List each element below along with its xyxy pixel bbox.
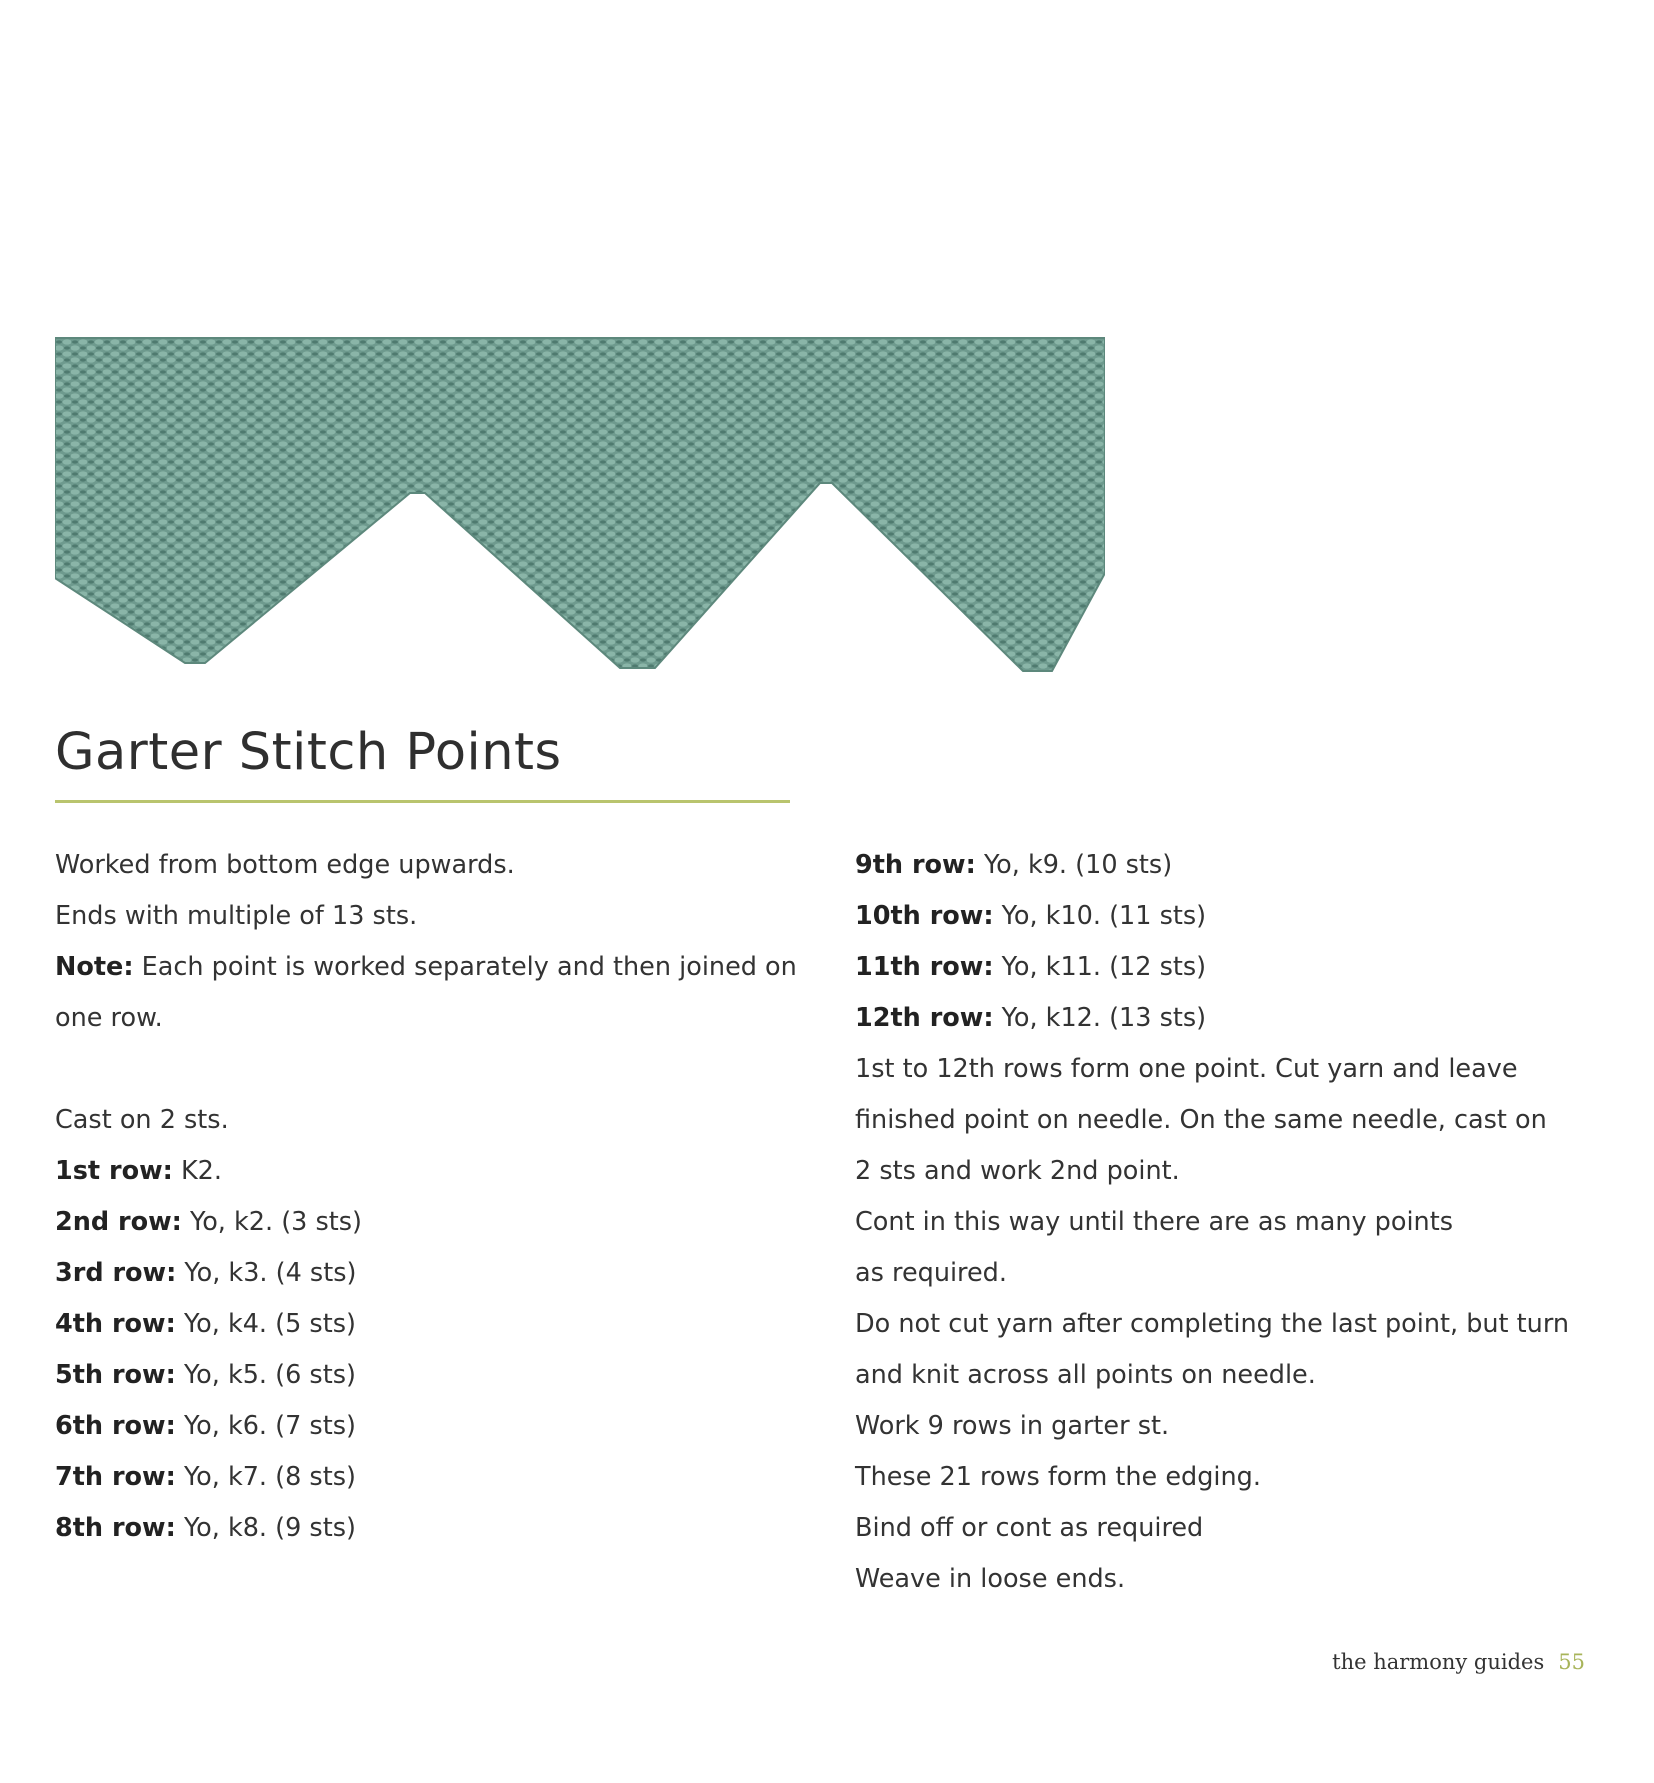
row-instruction — [55, 1452, 805, 1503]
row-label: 11th row: — [855, 952, 994, 982]
right-column — [855, 840, 1615, 1605]
instruction-line: Weave in loose ends. — [855, 1564, 1126, 1594]
instruction-line: 1st to 12th rows form one point. Cut yarn and leave — [855, 1054, 1518, 1084]
page-footer — [1280, 1650, 1585, 1674]
row-instruction — [855, 891, 1615, 942]
instruction-line: These 21 rows form the edging. — [855, 1462, 1261, 1492]
row-label: 7th row: — [55, 1462, 176, 1492]
row-instruction — [55, 1350, 805, 1401]
row-label: 1st row: — [55, 1156, 173, 1186]
row-label: 9th row: — [855, 850, 976, 880]
row-text: Yo, k10. (11 sts) — [1001, 901, 1207, 931]
row-instruction — [55, 1401, 805, 1452]
row-label: 5th row: — [55, 1360, 176, 1390]
instruction-line: Do not cut yarn after completing the last point, but turn — [855, 1309, 1570, 1339]
row-text: Yo, k11. (12 sts) — [1001, 952, 1207, 982]
instruction-line: as required. — [855, 1258, 1007, 1288]
row-label: 12th row: — [855, 1003, 994, 1033]
row-text: Yo, k9. (10 sts) — [983, 850, 1173, 880]
intro-line: Worked from bottom edge upwards. — [55, 850, 515, 880]
spacer — [55, 1044, 805, 1095]
instruction-line: Cont in this way until there are as many points — [855, 1207, 1454, 1237]
note-label: Note: — [55, 952, 134, 982]
row-instruction — [855, 993, 1615, 1044]
row-label: 4th row: — [55, 1309, 176, 1339]
row-text: Yo, k2. (3 sts) — [190, 1207, 363, 1237]
row-label: 10th row: — [855, 901, 994, 931]
knitted-swatch-image — [55, 333, 1105, 678]
title-underline — [55, 800, 790, 803]
row-text: Yo, k5. (6 sts) — [183, 1360, 356, 1390]
row-label: 6th row: — [55, 1411, 176, 1441]
row-label: 3rd row: — [55, 1258, 177, 1288]
page-title: Garter Stitch Points — [55, 723, 562, 782]
note-text: Each point is worked separately and then joined on — [141, 952, 797, 982]
note-line — [55, 942, 805, 993]
cast-on-line: Cast on 2 sts. — [55, 1105, 229, 1135]
row-text: Yo, k8. (9 sts) — [183, 1513, 356, 1543]
instruction-line: Bind off or cont as required — [855, 1513, 1204, 1543]
instruction-line: 2 sts and work 2nd point. — [855, 1156, 1180, 1186]
row-text: Yo, k12. (13 sts) — [1001, 1003, 1207, 1033]
note-line-continued: one row. — [55, 1003, 163, 1033]
row-instruction — [55, 1248, 805, 1299]
row-text: Yo, k3. (4 sts) — [184, 1258, 357, 1288]
intro-line: Ends with multiple of 13 sts. — [55, 901, 418, 931]
row-instruction — [55, 1197, 805, 1248]
instruction-line: and knit across all points on needle. — [855, 1360, 1316, 1390]
row-instruction — [55, 1146, 805, 1197]
row-text: Yo, k6. (7 sts) — [183, 1411, 356, 1441]
swatch-body — [55, 338, 1105, 671]
row-label: 2nd row: — [55, 1207, 182, 1237]
row-instruction — [55, 1503, 805, 1554]
footer-title: the harmony guides — [1332, 1650, 1545, 1674]
left-column — [55, 840, 805, 1554]
row-instruction — [855, 840, 1615, 891]
row-label: 8th row: — [55, 1513, 176, 1543]
page-number: 55 — [1558, 1650, 1585, 1674]
row-text: K2. — [180, 1156, 223, 1186]
row-text: Yo, k4. (5 sts) — [183, 1309, 356, 1339]
instruction-line: finished point on needle. On the same needle, cast on — [855, 1105, 1547, 1135]
row-instruction — [55, 1299, 805, 1350]
row-instruction — [855, 942, 1615, 993]
row-text: Yo, k7. (8 sts) — [183, 1462, 356, 1492]
instruction-line: Work 9 rows in garter st. — [855, 1411, 1170, 1441]
